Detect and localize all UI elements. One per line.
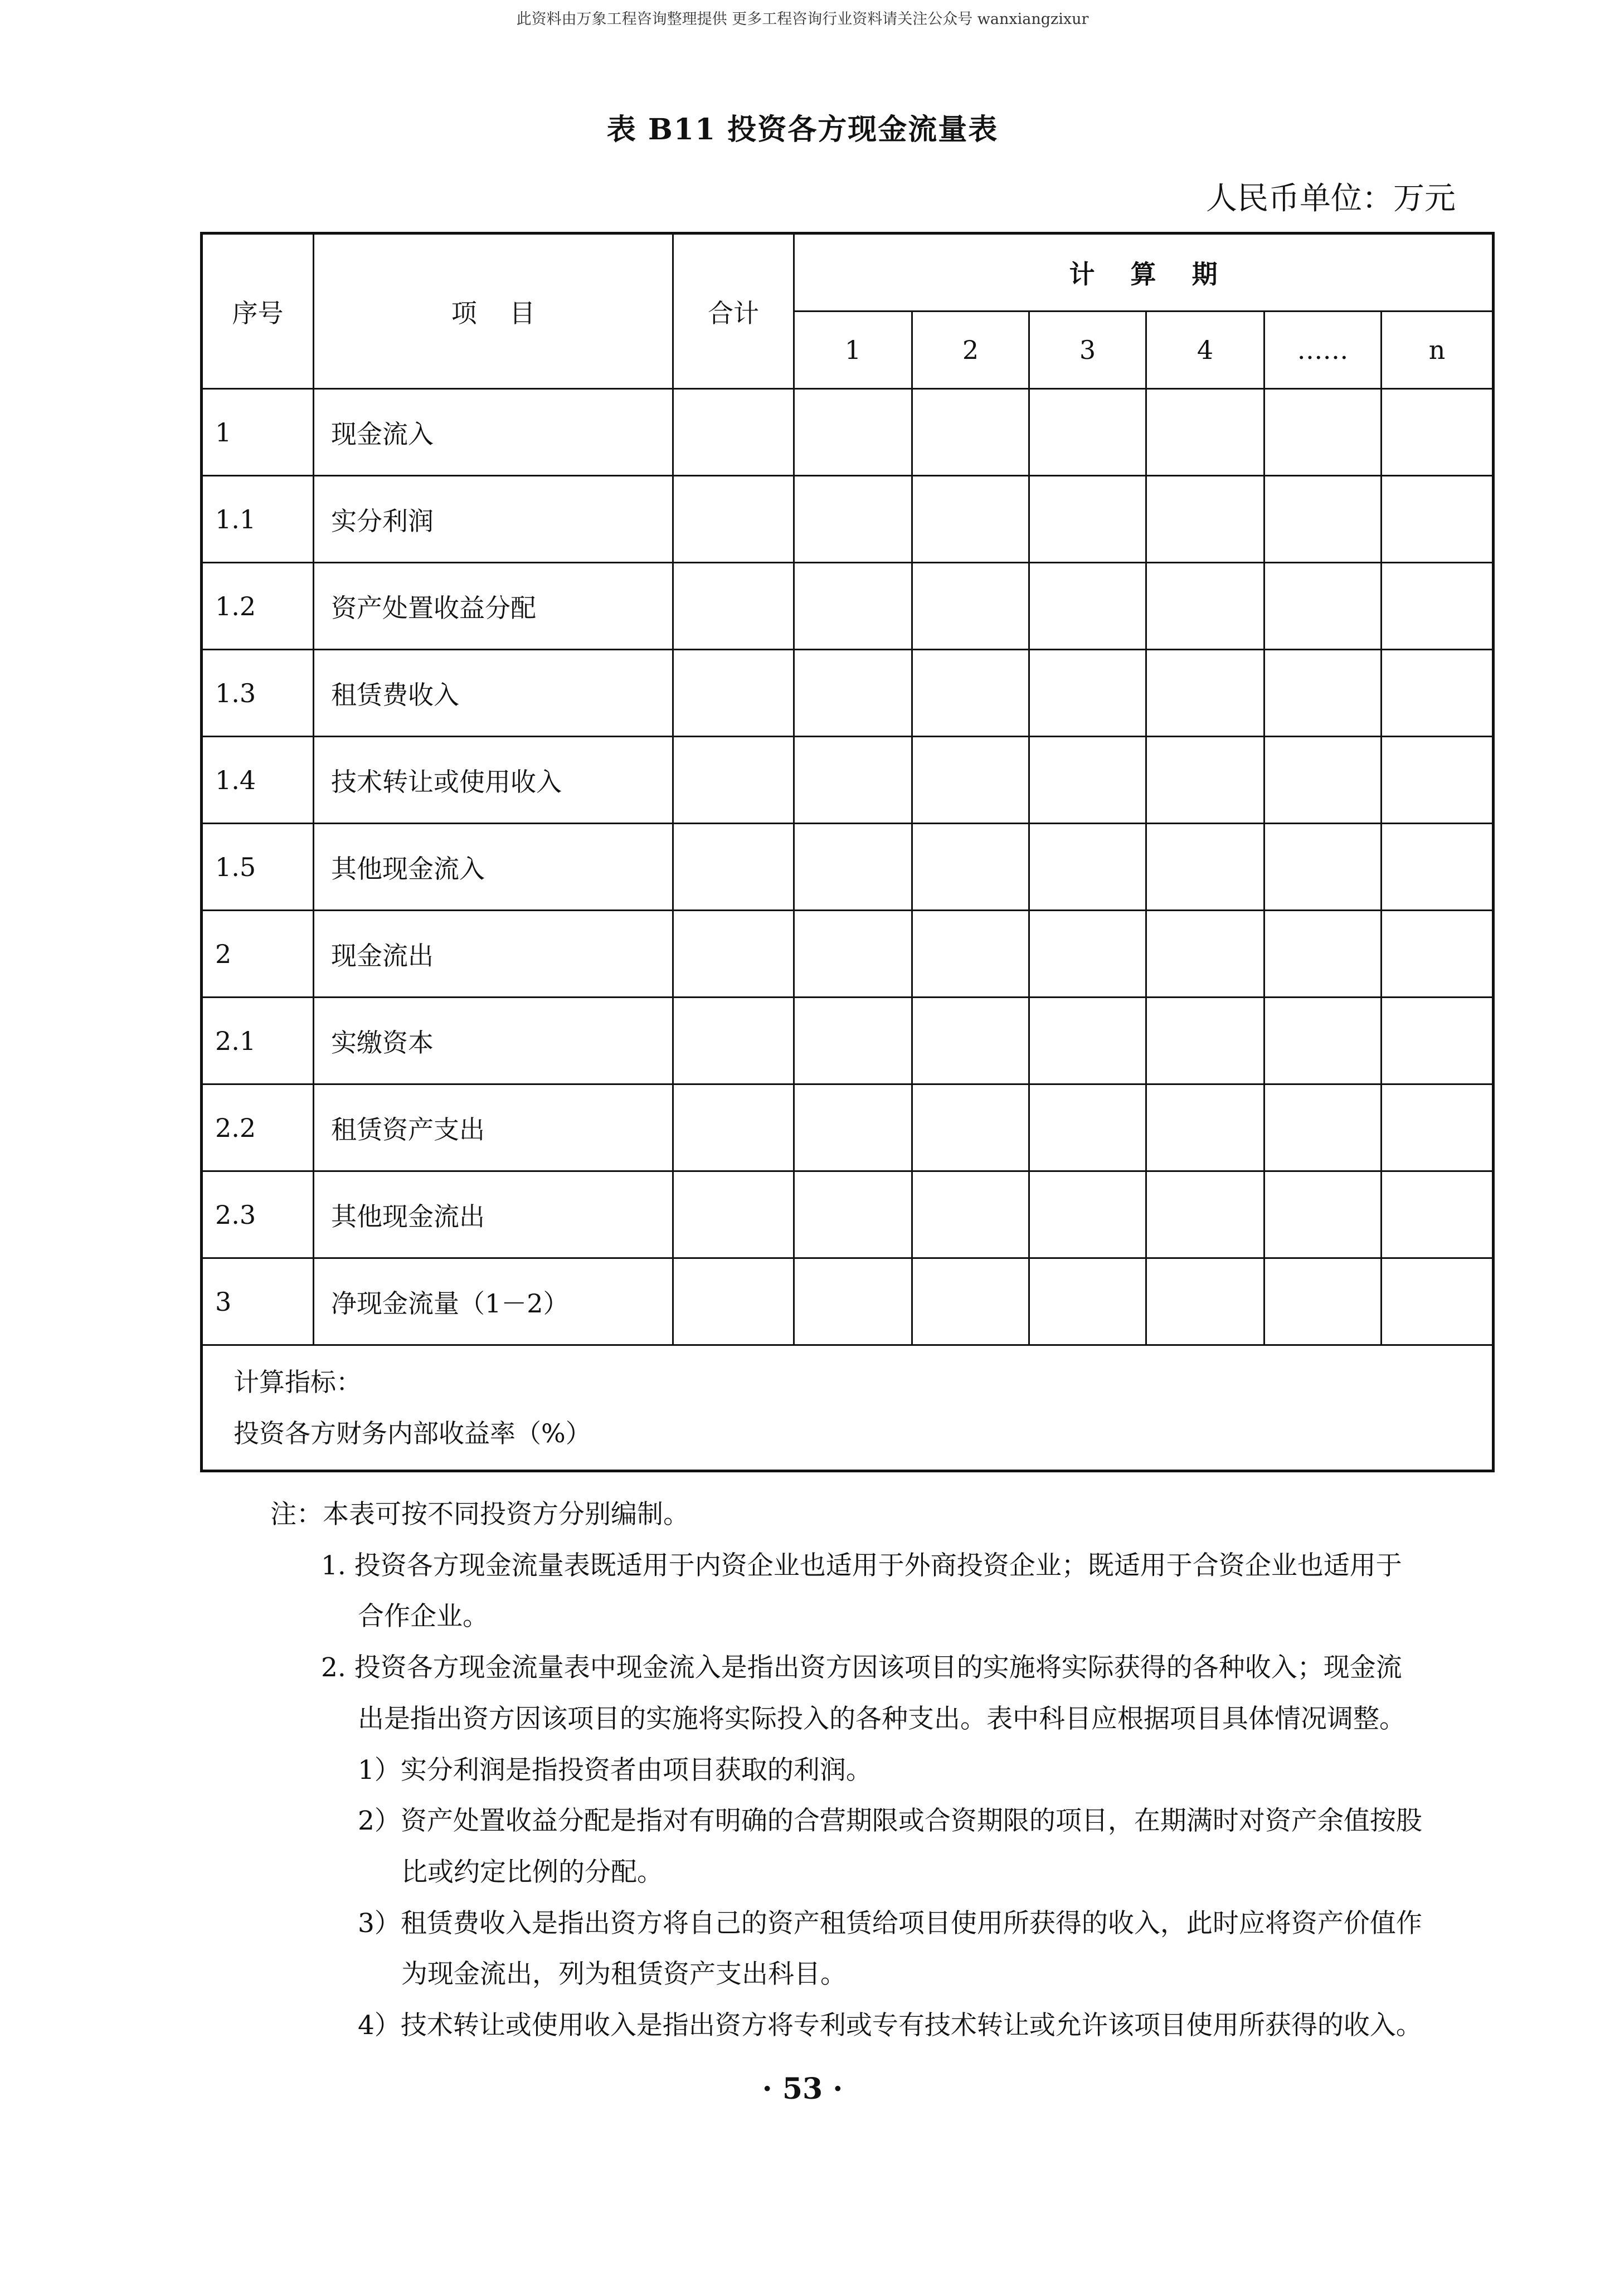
note-line: 比或约定比例的分配。 <box>401 1856 663 1888</box>
row-no: 1.3 <box>202 650 314 737</box>
row-item: 技术转让或使用收入 <box>314 737 673 824</box>
value-cell <box>1264 824 1382 911</box>
value-cell <box>1382 1258 1494 1345</box>
value-cell <box>1264 389 1382 476</box>
value-cell <box>1029 998 1146 1084</box>
value-cell <box>1146 737 1264 824</box>
row-no: 1.2 <box>202 563 314 650</box>
value-cell <box>912 824 1029 911</box>
value-cell <box>912 998 1029 1084</box>
value-cell <box>1146 1084 1264 1171</box>
value-cell <box>794 911 912 998</box>
value-cell <box>912 1171 1029 1258</box>
value-cell <box>794 1258 912 1345</box>
row-item: 实缴资本 <box>314 998 673 1084</box>
value-cell <box>1029 1084 1146 1171</box>
note-line: 1）实分利润是指投资者由项目获取的利润。 <box>358 1754 872 1786</box>
footer-irr: 投资各方财务内部收益率（%） <box>234 1418 591 1448</box>
row-item: 资产处置收益分配 <box>314 563 673 650</box>
note-line: 为现金流出，列为租赁资产支出科目。 <box>401 1959 847 1990</box>
value-cell <box>794 563 912 650</box>
value-cell <box>1382 911 1494 998</box>
note-line: 1. 投资各方现金流量表既适用于内资企业也适用于外商投资企业；既适用于合资企业也适用于 <box>321 1550 1402 1581</box>
value-cell <box>1029 911 1146 998</box>
value-cell <box>1146 650 1264 737</box>
value-cell <box>912 563 1029 650</box>
value-cell <box>1029 476 1146 563</box>
value-cell <box>912 476 1029 563</box>
header-period-3: 4 <box>1146 312 1264 389</box>
row-no: 1.1 <box>202 476 314 563</box>
table-title: 表 B11 投资各方现金流量表 <box>606 113 999 147</box>
value-cell <box>673 998 794 1084</box>
value-cell <box>1146 1258 1264 1345</box>
value-cell <box>1382 737 1494 824</box>
value-cell <box>1029 650 1146 737</box>
value-cell <box>1264 476 1382 563</box>
row-no: 2.2 <box>202 1084 314 1171</box>
header-period-2: 3 <box>1029 312 1146 389</box>
value-cell <box>673 650 794 737</box>
row-item: 其他现金流入 <box>314 824 673 911</box>
header-period-0: 1 <box>794 312 912 389</box>
header-total: 合计 <box>673 234 794 389</box>
value-cell <box>912 650 1029 737</box>
table-row <box>202 824 1494 911</box>
table-row <box>202 476 1494 563</box>
table-row <box>202 737 1494 824</box>
value-cell <box>1029 737 1146 824</box>
row-item: 现金流入 <box>314 389 673 476</box>
value-cell <box>1264 650 1382 737</box>
value-cell <box>1382 389 1494 476</box>
value-cell <box>1264 1258 1382 1345</box>
value-cell <box>912 737 1029 824</box>
table-row <box>202 1258 1494 1345</box>
value-cell <box>794 737 912 824</box>
row-no: 2.1 <box>202 998 314 1084</box>
header-period-4: …… <box>1264 312 1382 389</box>
value-cell <box>794 998 912 1084</box>
row-item: 租赁费收入 <box>314 650 673 737</box>
value-cell <box>1264 563 1382 650</box>
value-cell <box>673 737 794 824</box>
value-cell <box>1382 1084 1494 1171</box>
table-row <box>202 563 1494 650</box>
row-no: 2 <box>202 911 314 998</box>
value-cell <box>1264 911 1382 998</box>
value-cell <box>1382 476 1494 563</box>
table-row <box>202 389 1494 476</box>
header-no: 序号 <box>202 234 314 389</box>
value-cell <box>1264 737 1382 824</box>
cash-flow-table <box>200 232 1495 1472</box>
row-item: 其他现金流出 <box>314 1171 673 1258</box>
value-cell <box>1146 389 1264 476</box>
value-cell <box>1382 824 1494 911</box>
row-item: 净现金流量（1－2） <box>314 1258 673 1345</box>
value-cell <box>1146 911 1264 998</box>
table-row <box>202 998 1494 1084</box>
value-cell <box>1382 998 1494 1084</box>
row-item: 租赁资产支出 <box>314 1084 673 1171</box>
value-cell <box>673 563 794 650</box>
row-item: 现金流出 <box>314 911 673 998</box>
value-cell <box>1382 1171 1494 1258</box>
value-cell <box>673 911 794 998</box>
value-cell <box>673 389 794 476</box>
header-period: 计 算 期 <box>794 234 1494 312</box>
table-row <box>202 650 1494 737</box>
value-cell <box>794 1084 912 1171</box>
row-no: 3 <box>202 1258 314 1345</box>
row-no: 2.3 <box>202 1171 314 1258</box>
table-row <box>202 1084 1494 1171</box>
value-cell <box>1264 998 1382 1084</box>
value-cell <box>1146 998 1264 1084</box>
value-cell <box>673 1084 794 1171</box>
row-no: 1.5 <box>202 824 314 911</box>
value-cell <box>673 824 794 911</box>
note-line: 4）技术转让或使用收入是指出资方将专利或专有技术转让或允许该项目使用所获得的收入。 <box>358 2010 1422 2041</box>
value-cell <box>1029 1258 1146 1345</box>
value-cell <box>794 389 912 476</box>
value-cell <box>1382 563 1494 650</box>
value-cell <box>912 1258 1029 1345</box>
value-cell <box>673 1171 794 1258</box>
value-cell <box>1264 1084 1382 1171</box>
header-period-5: n <box>1382 312 1494 389</box>
footer-label: 计算指标： <box>234 1367 362 1397</box>
value-cell <box>1029 824 1146 911</box>
value-cell <box>1264 1171 1382 1258</box>
currency-unit: 人民币单位：万元 <box>1206 181 1456 217</box>
value-cell <box>794 824 912 911</box>
value-cell <box>1146 824 1264 911</box>
value-cell <box>673 476 794 563</box>
note-line: 2）资产处置收益分配是指对有明确的合营期限或合资期限的项目，在期满时对资产余值按股 <box>358 1806 1422 1837</box>
value-cell <box>1146 563 1264 650</box>
value-cell <box>794 1171 912 1258</box>
note-line: 合作企业。 <box>358 1601 489 1632</box>
note-line: 出是指出资方因该项目的实施将实际投入的各种支出。表中科目应根据项目具体情况调整。 <box>358 1703 1405 1734</box>
note-line: 2. 投资各方现金流量表中现金流入是指出资方因该项目的实施将实际获得的各种收入；现金流 <box>321 1652 1402 1684</box>
value-cell <box>1029 563 1146 650</box>
value-cell <box>1146 1171 1264 1258</box>
value-cell <box>1029 1171 1146 1258</box>
table-footer <box>202 1345 1494 1471</box>
value-cell <box>1382 650 1494 737</box>
row-no: 1 <box>202 389 314 476</box>
table-row <box>202 1171 1494 1258</box>
note-line: 注：本表可按不同投资方分别编制。 <box>270 1499 689 1530</box>
header-period-1: 2 <box>912 312 1029 389</box>
row-no: 1.4 <box>202 737 314 824</box>
value-cell <box>673 1258 794 1345</box>
page-number: · 53 · <box>762 2072 843 2106</box>
value-cell <box>794 476 912 563</box>
value-cell <box>912 911 1029 998</box>
table-row <box>202 911 1494 998</box>
header-item: 项 目 <box>314 234 673 389</box>
value-cell <box>1146 476 1264 563</box>
note-line: 3）租赁费收入是指出资方将自己的资产租赁给项目使用所获得的收入，此时应将资产价值作 <box>358 1908 1422 1939</box>
value-cell <box>912 1084 1029 1171</box>
value-cell <box>794 650 912 737</box>
value-cell <box>1029 389 1146 476</box>
value-cell <box>912 389 1029 476</box>
row-item: 实分利润 <box>314 476 673 563</box>
watermark: 此资料由万象工程咨询整理提供 更多工程咨询行业资料请关注公众号 wanxiangzixur <box>516 11 1089 28</box>
